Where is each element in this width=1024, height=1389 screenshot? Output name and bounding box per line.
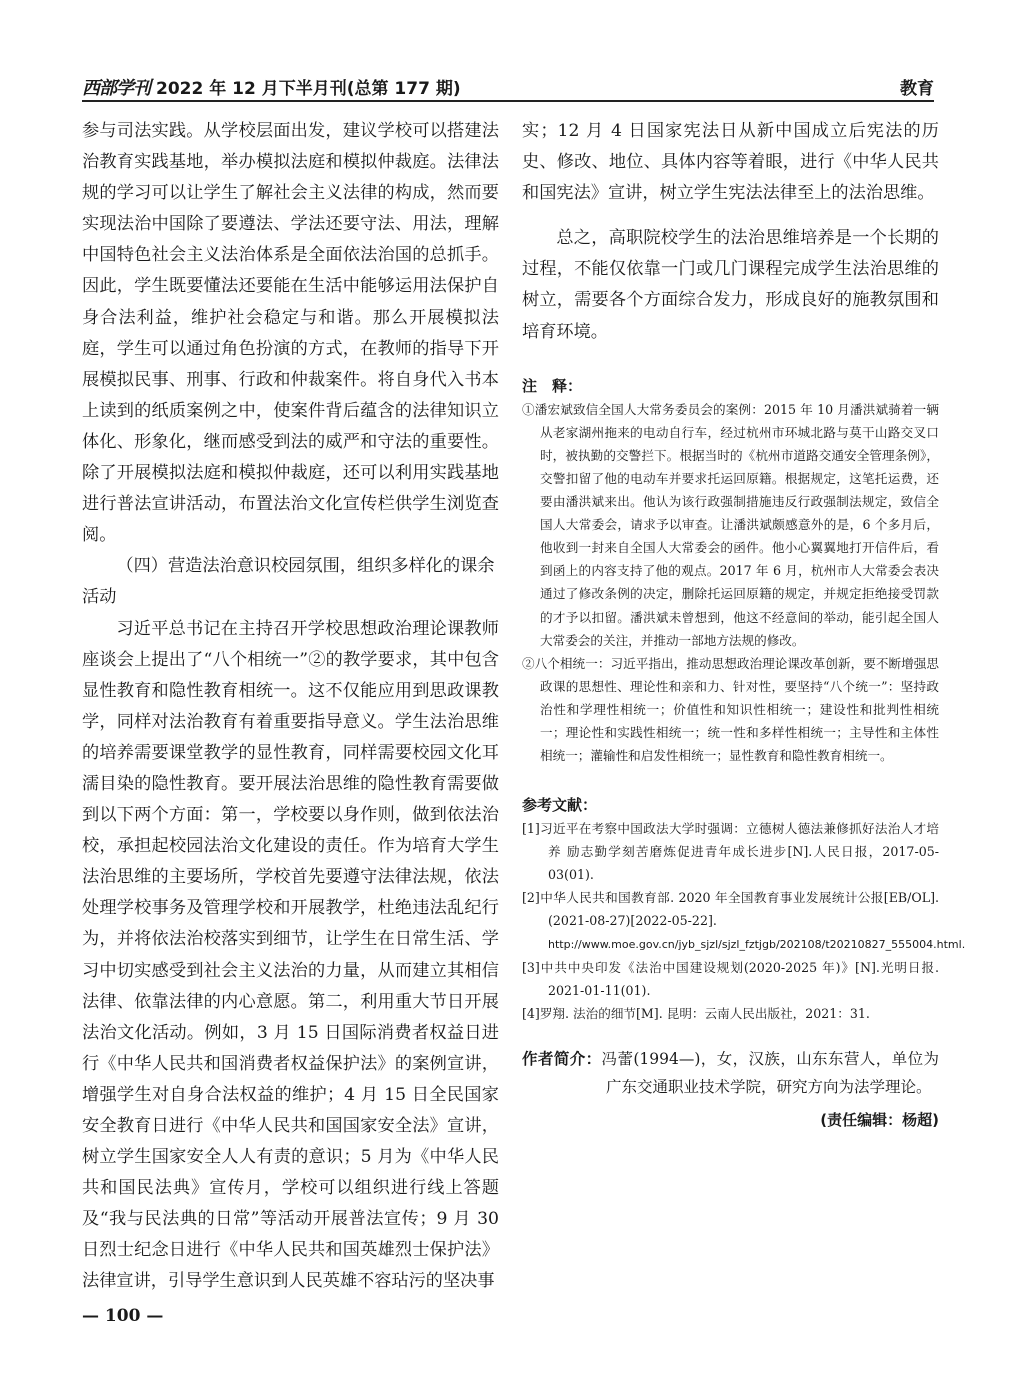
note-1: ①潘宏斌致信全国人大常务委员会的案例：2015 年 10 月潘洪斌骑着一辆从老家湖州拖来的电动自行车，经过杭州市环城北路与莫干山路交叉口时，被执勤的交警拦下。根据当时的《杭州市道路交通安全管理条例》，交警扣留了他的电动车并要求托运回原籍。根据规定，这笔托运费，还要由潘洪斌来出。他认为该行政强制措施违反行政强制法规定，致信全国人大常委会，请求予以审查。让潘洪斌颇感意外的是，6 个多月后，他收到一封来自全国人大常委会的函件。他小心翼翼地打开信件后，看到函上的内容支持了他的观点。2017 年 6 月，杭州市人大常委会表决通过了修改条例的决定，删除托运回原籍的规定，并规定拒绝接受罚款的才予以扣留。潘洪斌未曾想到，他这不经意间的举动，能引起全国人大常委会的关注，并推动一部地方法规的修改。 — [522, 401, 939, 648]
references-title: 参考文献： — [522, 796, 598, 815]
reference-3: [3]中共中央印发《法治中国建设规划(2020-2025 年)》[N].光明日报. 2021-01-11(01). — [522, 960, 939, 999]
author-label: 作者简介： — [522, 1050, 602, 1069]
reference-4: [4]罗翔. 法治的细节[M]. 昆明：云南人民出版社，2021：31. — [522, 1006, 870, 1022]
author-text: 冯蕾(1994—)，女，汉族，山东东营人，单位为广东交通职业技术学院，研究方向为法学理论。 — [601, 1050, 939, 1097]
notes-title: 注 释： — [522, 376, 583, 395]
reference-2-url: http://www.moe.gov.cn/jyb_sjzl/sjzl_fztjgb/202108/t20210827_555004.html. — [548, 938, 966, 952]
issue-info: 2022 年 12 月下半月刊(总第 177 期) — [156, 79, 461, 99]
conclusion-paragraph: 总之，高职院校学生的法治思维培养是一个长期的过程，不能仅依靠一门或几门课程完成学生法治思维的树立，需要各个方面综合发力，形成良好的施教氛围和培育环境。 — [522, 228, 939, 342]
body-paragraph-3: 实；12 月 4 日国家宪法日从新中国成立后宪法的历史、修改、地位、具体内容等着眼，进行《中华人民共和国宪法》宣讲，树立学生宪法法律至上的法治思维。 — [522, 121, 939, 204]
journal-logo: 西部学刊 — [82, 78, 150, 99]
body-paragraph-1: 参与司法实践。从学校层面出发，建议学校可以搭建法治教育实践基地，举办模拟法庭和模拟仲裁庭。法律法规的学习可以让学生了解社会主义法律的构成，然而要实现法治中国除了要遵法、学法还要守法、用法，理解中国特色社会主义法治体系是全面依法治国的总抓手。因此，学生既要懂法还要能在生活中能够运用法保护自身合法利益，维护社会稳定与和谐。那么开展模拟法庭，学生可以通过角色扮演的方式，在教师的指导下开展模拟民事、刑事、行政和仲裁案件。将自身代入书本上读到的纸质案例之中，使案件背后蕴含的法律知识立体化、形象化，继而感受到法的威严和守法的重要性。除了开展模拟法庭和模拟仲裁庭，还可以利用实践基地进行普法宣讲活动，布置法治文化宣传栏供学生浏览查阅。 — [82, 121, 499, 546]
note-2: ②八个相统一：习近平指出，推动思想政治理论课改革创新，要不断增强思政课的思想性、理论性和亲和力、针对性，要坚持“八个统一”：坚持政治性和学理性相统一；价值性和知识性相统一；建设性和批判性相统一；理论性和实践性相统一；统一性和多样性相统一；主导性和主体性相统一；灌输性和启发性相统一；显性教育和隐性教育相统一。 — [522, 655, 939, 764]
page-number: — 100 — — [82, 1306, 164, 1326]
left-column — [82, 116, 499, 1298]
body-paragraph-2: 习近平总书记在主持召开学校思想政治理论课教师座谈会上提出了“八个相统一”②的教学要求，其中包含显性教育和隐性教育相统一。这不仅能应用到思政课教学，同样对法治教育有着重要指导意义。学生法治思维的培养需要课堂教学的显性教育，同样需要校园文化耳濡目染的隐性教育。要开展法治思维的隐性教育需要做到以下两个方面：第一，学校要以身作则，做到依法治校，承担起校园法治文化建设的责任。作为培育大学生法治思维的主要场所，学校首先要遵守法律法规，依法处理学校事务及管理学校和开展教学，杜绝违法乱纪行为，并将依法治校落实到细节，让学生在日常生活、学习中切实感受到社会主义法治的力量，从而建立其相信法律、依靠法律的内心意愿。第二，利用重大节日开展法治文化活动。例如，3 月 15 日国际消费者权益日进行《中华人民共和国消费者权益保护法》的案例宣讲，增强学生对自身合法权益的维护；4 月 15 日全民国家安全教育日进行《中华人民共和国国家安全法》宣讲，树立学生国家安全人人有责的意识；5 月为《中华人民共和国民法典》宣传月，学校可以组织进行线上答题及“我与民法典的日常”等活动开展普法宣传；9 月 30 日烈士纪念日进行《中华人民共和国英雄烈士保护法》法律宣讲，引导学生意识到人民英雄不容玷污的坚决事 — [82, 618, 499, 1292]
author-bio — [522, 1045, 939, 1101]
editor-credit: (责任编辑：杨超) — [820, 1111, 939, 1130]
reference-1: [1]习近平在考察中国政法大学时强调：立德树人德法兼修抓好法治人才培养 励志勤学刻苦磨炼促进青年成长进步[N].人民日报，2017-05-03(01). — [522, 821, 939, 883]
section-subheading: （四）营造法治意识校园氛围，组织多样化的课余活动 — [82, 556, 495, 608]
right-column — [522, 116, 966, 1130]
reference-2-text: [2]中华人民共和国教育部. 2020 年全国教育事业发展统计公报[EB/OL].(2021-08-27)[2022-05-22]. — [522, 890, 939, 929]
section-label: 教育 — [900, 79, 934, 99]
page-header — [82, 72, 934, 102]
reference-2 — [522, 886, 966, 956]
